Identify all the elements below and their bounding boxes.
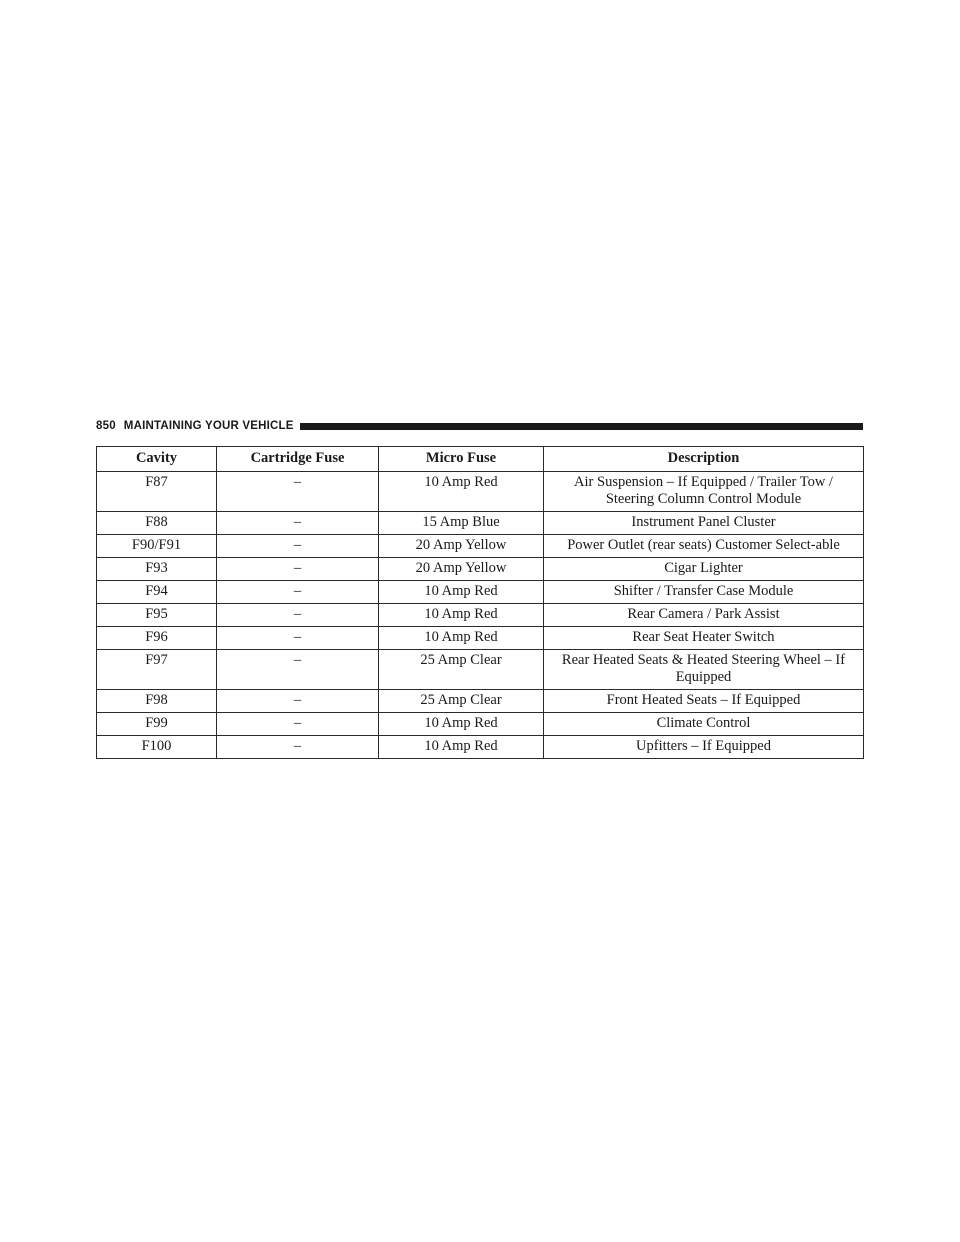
- cell-cartridge-fuse: –: [217, 535, 379, 558]
- page-header: [96, 419, 863, 433]
- table-row: [97, 690, 864, 713]
- cell-description: Rear Heated Seats & Heated Steering Wheel – If Equipped: [544, 650, 864, 690]
- cell-micro-fuse: 25 Amp Clear: [379, 690, 544, 713]
- cell-cartridge-fuse: –: [217, 627, 379, 650]
- cell-micro-fuse: 15 Amp Blue: [379, 512, 544, 535]
- cell-cartridge-fuse: –: [217, 650, 379, 690]
- cell-cartridge-fuse: –: [217, 604, 379, 627]
- cell-micro-fuse: 20 Amp Yellow: [379, 558, 544, 581]
- cell-description: Cigar Lighter: [544, 558, 864, 581]
- table-row: [97, 627, 864, 650]
- cell-description: Power Outlet (rear seats) Customer Select-able: [544, 535, 864, 558]
- table-row: [97, 558, 864, 581]
- cell-description: Instrument Panel Cluster: [544, 512, 864, 535]
- cell-cartridge-fuse: –: [217, 736, 379, 759]
- cell-description: Air Suspension – If Equipped / Trailer Tow / Steering Column Control Module: [544, 472, 864, 512]
- table-row: [97, 472, 864, 512]
- cell-micro-fuse: 25 Amp Clear: [379, 650, 544, 690]
- cell-micro-fuse: 10 Amp Red: [379, 581, 544, 604]
- header-description: Description: [544, 447, 864, 472]
- cell-description: Front Heated Seats – If Equipped: [544, 690, 864, 713]
- cell-cartridge-fuse: –: [217, 558, 379, 581]
- cell-cavity: F94: [97, 581, 217, 604]
- cell-cartridge-fuse: –: [217, 581, 379, 604]
- table-row: [97, 512, 864, 535]
- cell-description: Shifter / Transfer Case Module: [544, 581, 864, 604]
- cell-micro-fuse: 20 Amp Yellow: [379, 535, 544, 558]
- cell-cartridge-fuse: –: [217, 472, 379, 512]
- cell-cartridge-fuse: –: [217, 690, 379, 713]
- section-title: MAINTAINING YOUR VEHICLE: [123, 420, 294, 432]
- fuse-table: [96, 446, 864, 759]
- cell-cavity: F87: [97, 472, 217, 512]
- table-row: [97, 736, 864, 759]
- cell-cavity: F96: [97, 627, 217, 650]
- table-row: [97, 535, 864, 558]
- table-body: [97, 472, 864, 759]
- cell-cavity: F99: [97, 713, 217, 736]
- cell-cavity: F93: [97, 558, 217, 581]
- cell-micro-fuse: 10 Amp Red: [379, 472, 544, 512]
- table-header-row: [97, 447, 864, 472]
- header-cavity: Cavity: [97, 447, 217, 472]
- cell-description: Climate Control: [544, 713, 864, 736]
- header-micro-fuse: Micro Fuse: [379, 447, 544, 472]
- table-row: [97, 713, 864, 736]
- cell-cavity: F100: [97, 736, 217, 759]
- table-row: [97, 604, 864, 627]
- cell-description: Upfitters – If Equipped: [544, 736, 864, 759]
- cell-micro-fuse: 10 Amp Red: [379, 713, 544, 736]
- cell-cavity: F97: [97, 650, 217, 690]
- cell-description: Rear Camera / Park Assist: [544, 604, 864, 627]
- cell-cartridge-fuse: –: [217, 512, 379, 535]
- table-row: [97, 581, 864, 604]
- page-number: 850: [96, 420, 116, 432]
- cell-description: Rear Seat Heater Switch: [544, 627, 864, 650]
- header-cartridge-fuse: Cartridge Fuse: [217, 447, 379, 472]
- cell-micro-fuse: 10 Amp Red: [379, 736, 544, 759]
- cell-micro-fuse: 10 Amp Red: [379, 604, 544, 627]
- cell-cavity: F88: [97, 512, 217, 535]
- cell-cavity: F95: [97, 604, 217, 627]
- cell-cartridge-fuse: –: [217, 713, 379, 736]
- cell-micro-fuse: 10 Amp Red: [379, 627, 544, 650]
- table-row: [97, 650, 864, 690]
- cell-cavity: F90/F91: [97, 535, 217, 558]
- header-rule: [300, 423, 863, 430]
- cell-cavity: F98: [97, 690, 217, 713]
